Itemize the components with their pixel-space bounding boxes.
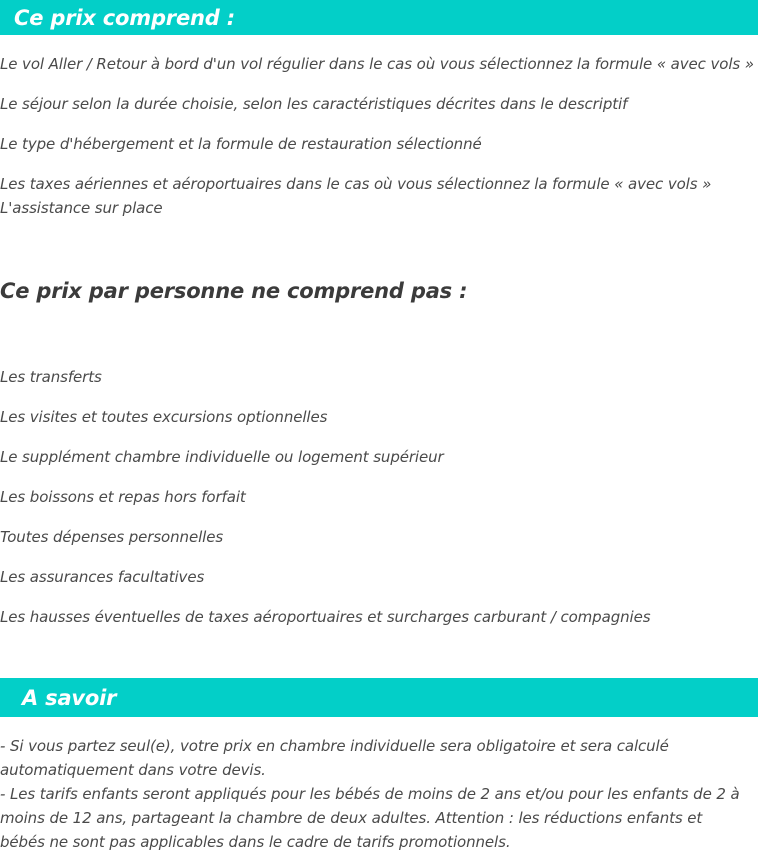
list-item: Les transferts bbox=[0, 368, 102, 386]
list-item: Les assurances facultatives bbox=[0, 568, 205, 586]
included-section-banner bbox=[0, 0, 758, 35]
list-item: Les taxes aériennes et aéroportuaires dans le cas où vous sélectionnez la formule « avec vols » bbox=[0, 175, 712, 193]
good-to-know-section-title: A savoir bbox=[22, 685, 117, 710]
good-to-know-section-banner bbox=[0, 678, 758, 717]
included-section-title: Ce prix comprend : bbox=[14, 5, 235, 30]
excluded-items-list bbox=[0, 368, 758, 648]
list-item: Toutes dépenses personnelles bbox=[0, 528, 224, 546]
list-item: Le vol Aller / Retour à bord d'un vol régulier dans le cas où vous sélectionnez la formule « avec vols » bbox=[0, 55, 754, 73]
list-item: Le supplément chambre individuelle ou logement supérieur bbox=[0, 448, 444, 466]
note-paragraph: - Les tarifs enfants seront appliqués pour les bébés de moins de 2 ans et/ou pour les enfants de 2 à moins de 12 ans, partageant la chambre de deux adultes. Attention : les réductions enfants et bébés ne sont pas applicables dans le cadre de tarifs promotionnels. bbox=[0, 785, 740, 851]
good-to-know-notes bbox=[0, 734, 750, 854]
list-item: Les boissons et repas hors forfait bbox=[0, 488, 246, 506]
list-item: Le séjour selon la durée choisie, selon les caractéristiques décrites dans le descriptif bbox=[0, 95, 628, 113]
list-item: Les visites et toutes excursions optionnelles bbox=[0, 408, 328, 426]
excluded-section-heading: Ce prix par personne ne comprend pas : bbox=[0, 279, 468, 303]
list-item: Les hausses éventuelles de taxes aéroportuaires et surcharges carburant / compagnies bbox=[0, 608, 651, 626]
list-item: Le type d'hébergement et la formule de restauration sélectionné bbox=[0, 135, 482, 153]
note-paragraph: - Si vous partez seul(e), votre prix en chambre individuelle sera obligatoire et sera calculé automatiquement dans votre devis. bbox=[0, 737, 669, 779]
list-item: L'assistance sur place bbox=[0, 199, 163, 217]
included-items-list bbox=[0, 55, 758, 217]
